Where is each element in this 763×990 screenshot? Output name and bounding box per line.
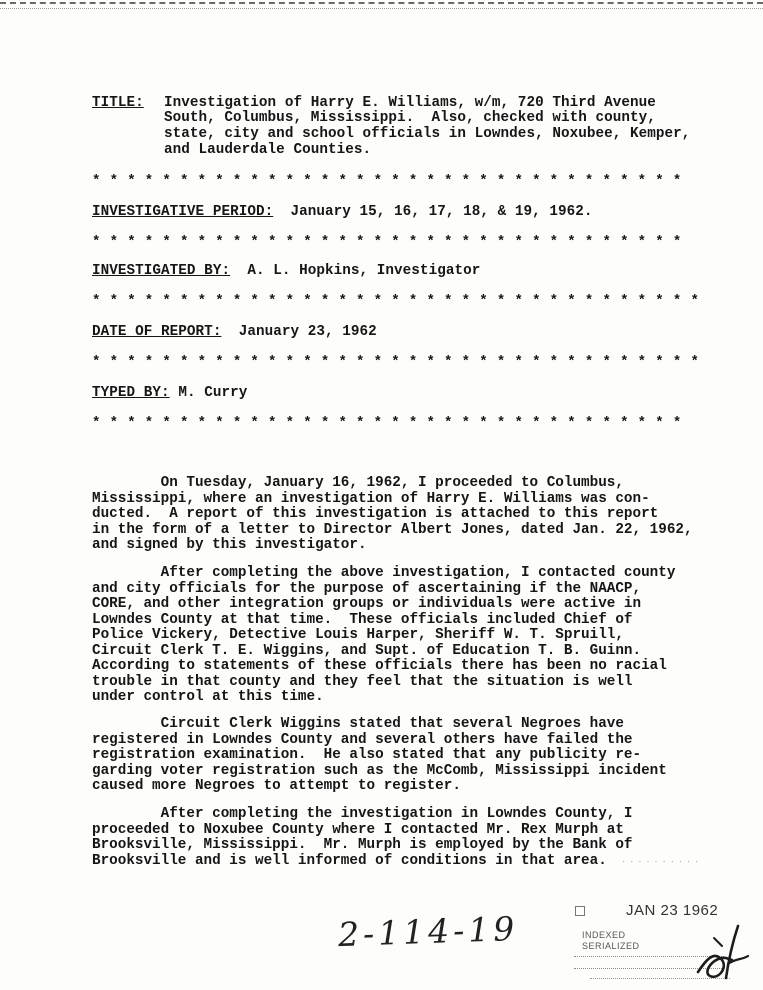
investigated-label: INVESTIGATED BY: xyxy=(92,263,231,279)
stamp-date: JAN 23 1962 xyxy=(626,902,719,919)
title-label: TITLE: xyxy=(92,95,144,111)
typed-row xyxy=(92,386,247,402)
separator-4: * * * * * * * * * * * * * * * * * * * * * * * * * * * * * * * * * * * xyxy=(92,354,700,370)
stamp-indexed: INDEXED xyxy=(582,930,626,940)
title-line-2: South, Columbus, Mississippi. Also, checked with county, xyxy=(164,110,656,126)
investigated-value: A. L. Hopkins, Investigator xyxy=(247,263,481,279)
handwritten-initials-icon xyxy=(692,920,752,986)
paragraph-3: Circuit Clerk Wiggins stated that several Negroes have registered in Lowndes County and several others have failed the registration examination. He also stated that any publicity re- garding voter registration such as the McComb, Mississippi incident caused more Negroes to attempt to register. xyxy=(92,716,667,794)
stamp-serialized: SERIALIZED xyxy=(582,941,640,951)
title-line-4: and Lauderdale Counties. xyxy=(164,142,372,158)
date-row xyxy=(92,325,377,341)
separator-5: * * * * * * * * * * * * * * * * * * * * * * * * * * * * * * * * * * xyxy=(92,415,682,431)
paragraph-4: After completing the investigation in Lowndes County, I proceeded to Noxubee County where I contacted Mr. Rex Murph at Brooksville, Mississippi. Mr. Murph is employed by the Bank of Brooksville and is well informed of conditions in that area. xyxy=(92,806,633,869)
separator-1: * * * * * * * * * * * * * * * * * * * * * * * * * * * * * * * * * * xyxy=(92,173,682,189)
typed-label: TYPED BY: xyxy=(92,385,170,401)
stamp-indexed-serialized xyxy=(582,930,640,952)
typed-value: M. Curry xyxy=(178,385,248,401)
faint-stamp-bleed: · · · · · · · · · · xyxy=(622,856,700,867)
period-row xyxy=(92,205,593,221)
stamp-checkbox xyxy=(575,906,585,916)
date-value: January 23, 1962 xyxy=(238,324,377,340)
period-label: INVESTIGATIVE PERIOD: xyxy=(92,204,274,220)
title-line-1: Investigation of Harry E. Williams, w/m, 720 Third Avenue xyxy=(164,95,656,111)
date-label: DATE OF REPORT: xyxy=(92,324,222,340)
title-line-3: state, city and school officials in Lowndes, Noxubee, Kemper, xyxy=(164,126,691,142)
separator-3: * * * * * * * * * * * * * * * * * * * * * * * * * * * * * * * * * * * xyxy=(92,293,700,309)
period-value: January 15, 16, 17, 18, & 19, 1962. xyxy=(290,204,593,220)
investigated-row xyxy=(92,264,480,280)
handwritten-file-number: 2-114-19 xyxy=(337,908,519,955)
paragraph-2: After completing the above investigation, I contacted county and city officials for the purpose of ascertaining if the NAACP, CORE, and other integration groups or individuals were active in Lowndes County at that time. These officials included Chief of Police Vickery, Detective Louis Harper, Sheriff W. T. Spruill, Circuit Clerk T. E. Wiggins, and Supt. of Education T. B. Guinn. According to statements of these officials there has been no racial trouble in that county and they feel that the situation is well under control at this time. xyxy=(92,565,676,705)
separator-2: * * * * * * * * * * * * * * * * * * * * * * * * * * * * * * * * * * xyxy=(92,234,682,250)
paragraph-1: On Tuesday, January 16, 1962, I proceeded to Columbus, Mississippi, where an investigation of Harry E. Williams was con- ducted. A report of this investigation is attached to this report in the form of a letter to Director Albert Jones, dated Jan. 22, 1962, and signed by this investigator. xyxy=(92,475,693,553)
